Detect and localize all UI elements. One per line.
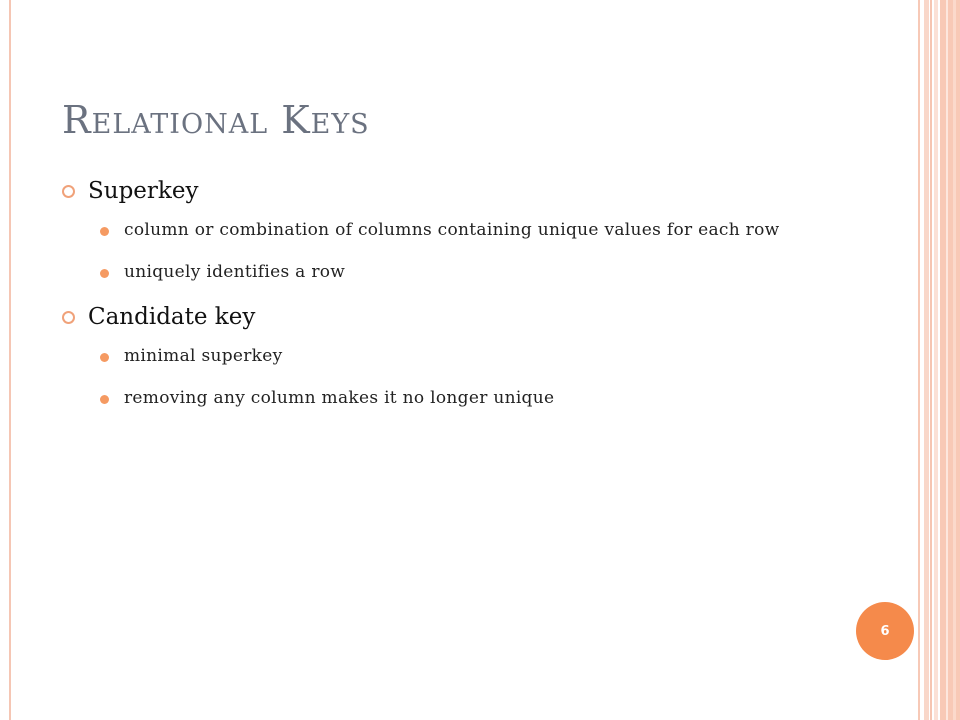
dot-bullet-icon [100,353,109,362]
bullet-item [62,260,842,285]
decorative-band [953,0,956,720]
section-heading-label: Superkey [88,178,199,204]
slide-content [62,176,842,428]
bullet-text: uniquely identifies a row [124,262,346,282]
bullet-text: column or combination of columns containing unique values for each row [124,220,780,240]
decorative-band [924,0,929,720]
ring-bullet-icon [62,185,75,198]
dot-bullet-icon [100,269,109,278]
ring-bullet-icon [62,311,75,324]
decorative-band [940,0,960,720]
decorative-band [934,0,938,720]
dot-bullet-icon [100,395,109,404]
slide-title: Relational Keys [62,98,370,142]
bullet-item [62,218,842,243]
bullet-text: removing any column makes it no longer unique [124,388,555,408]
section-heading-candidate-key [62,302,842,332]
frame-line-left [9,0,11,720]
frame-line-right [918,0,920,720]
decorative-band [930,0,932,720]
decorative-band [946,0,948,720]
page-number-badge: 6 [856,602,914,660]
section-heading-superkey [62,176,842,206]
bullet-text: minimal superkey [124,346,283,366]
section-heading-label: Candidate key [88,304,256,330]
bullet-item [62,386,842,411]
bullet-item [62,344,842,369]
dot-bullet-icon [100,227,109,236]
